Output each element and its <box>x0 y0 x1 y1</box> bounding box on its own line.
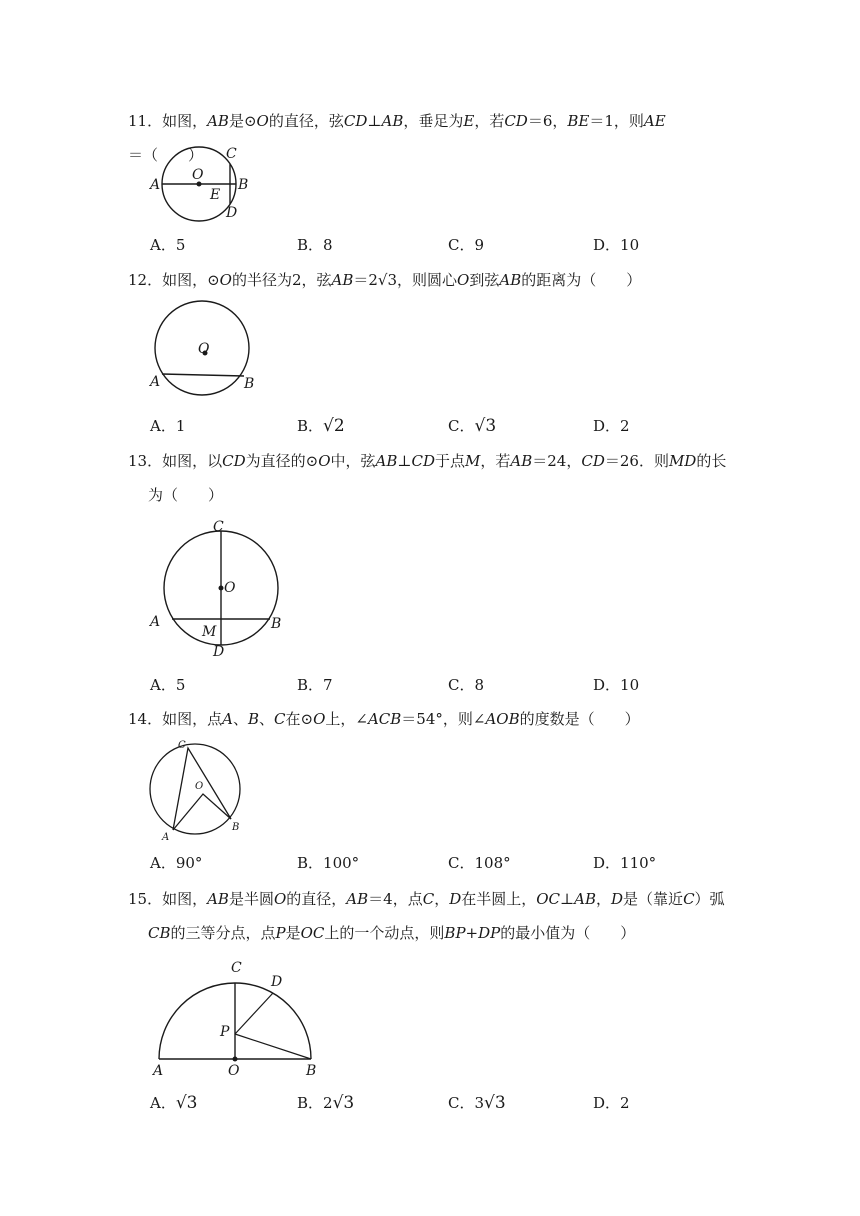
label-b: B <box>306 1063 317 1079</box>
question-13-options <box>150 673 710 697</box>
label-a: A <box>153 1063 164 1079</box>
question-13-stem <box>128 444 738 512</box>
label-o: O <box>192 167 204 183</box>
label-a: A <box>150 177 161 193</box>
option-a[interactable]: A．√3 <box>150 1093 198 1113</box>
label-c: C <box>213 519 224 535</box>
option-c[interactable]: C．3√3 <box>448 1093 506 1113</box>
question-11-figure <box>140 140 270 230</box>
center-point <box>233 1057 238 1062</box>
label-a: A <box>150 614 161 630</box>
label-d: D <box>213 644 225 660</box>
label-o: O <box>195 781 204 792</box>
option-b[interactable]: B．7 <box>297 676 333 694</box>
option-a[interactable]: A．90° <box>150 854 203 872</box>
question-11-options <box>150 233 710 257</box>
center-point <box>219 586 224 591</box>
question-13-figure <box>140 515 300 660</box>
option-d[interactable]: D．110° <box>593 854 657 872</box>
option-a[interactable]: A．1 <box>150 417 186 435</box>
question-14-stem: 14．如图，点A、B、C在⊙O上，∠ACB＝54°，则∠AOB的度数是（ ） <box>128 710 640 728</box>
label-b: B <box>232 822 240 833</box>
question-13-line-2: 为（ ） <box>148 486 224 504</box>
label-d: D <box>271 974 283 990</box>
question-15-figure <box>140 952 330 1082</box>
option-a[interactable]: A．5 <box>150 676 186 694</box>
question-15-stem <box>128 882 738 950</box>
label-d: D <box>226 205 238 221</box>
option-b[interactable]: B．8 <box>297 236 333 254</box>
question-12-options <box>150 414 710 438</box>
label-e: E <box>210 187 221 203</box>
question-12-figure <box>140 298 270 398</box>
label-a: A <box>150 374 161 390</box>
label-m: M <box>202 624 217 640</box>
label-c: C <box>178 740 186 751</box>
segment-bp <box>235 1034 311 1059</box>
label-a: A <box>162 832 170 843</box>
question-15-options <box>150 1091 710 1115</box>
segment-dp <box>235 993 273 1034</box>
question-14-figure <box>140 736 260 846</box>
label-p: P <box>220 1024 230 1040</box>
label-b: B <box>271 616 282 632</box>
option-a[interactable]: A．5 <box>150 236 186 254</box>
question-13-line-1: 13．如图，以CD为直径的⊙O中，弦AB⊥CD于点M，若AB＝24，CD＝26．则MD的长 <box>128 452 727 470</box>
option-d[interactable]: D．10 <box>593 236 640 254</box>
label-c: C <box>231 960 242 976</box>
question-11-stem: 11．如图，AB是⊙O的直径，弦CD⊥AB，垂足为E，若CD＝6，BE＝1，则AE＝（ ） <box>128 112 666 164</box>
question-12-stem: 12．如图，⊙O的半径为2，弦AB＝2√3，则圆心O到弦AB的距离为（ ） <box>128 271 642 289</box>
option-c[interactable]: C．9 <box>448 236 485 254</box>
option-c[interactable]: C．108° <box>448 854 511 872</box>
option-b[interactable]: B．100° <box>297 854 360 872</box>
option-c[interactable]: C．8 <box>448 676 485 694</box>
label-c: C <box>226 146 237 162</box>
question-15-line-2: CB的三等分点，点P是OC上的一个动点，则BP+DP的最小值为（ ） <box>148 924 636 942</box>
label-o: O <box>198 341 210 357</box>
label-o: O <box>224 580 236 596</box>
question-15-line-1: 15．如图，AB是半圆O的直径，AB＝4，点C，D在半圆上，OC⊥AB，D是（靠近C）弧 <box>128 890 725 908</box>
option-c[interactable]: C．√3 <box>448 416 497 436</box>
option-b[interactable]: B．2√3 <box>297 1093 355 1113</box>
question-14-options <box>150 851 710 875</box>
option-d[interactable]: D．10 <box>593 676 640 694</box>
option-d[interactable]: D．2 <box>593 1094 630 1112</box>
chord-ab <box>162 374 244 376</box>
label-o: O <box>228 1063 240 1079</box>
option-b[interactable]: B．√2 <box>297 416 345 436</box>
label-b: B <box>238 177 249 193</box>
option-d[interactable]: D．2 <box>593 417 630 435</box>
label-b: B <box>244 376 255 392</box>
